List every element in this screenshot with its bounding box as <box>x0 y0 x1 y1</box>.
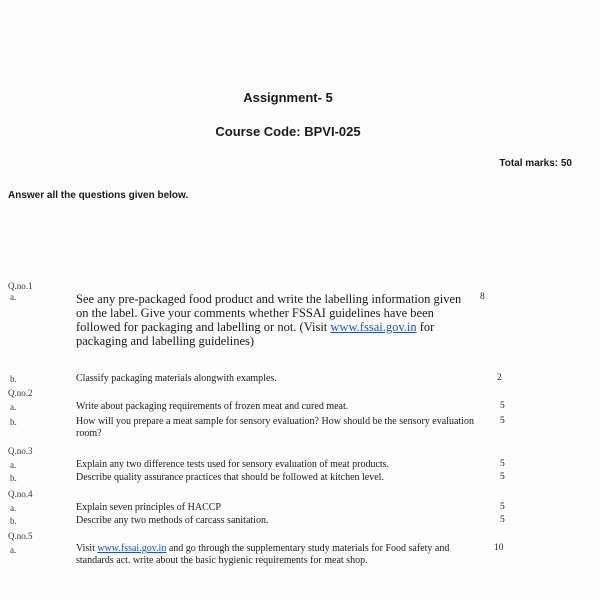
text-before: Visit <box>76 543 98 554</box>
question-text: Explain seven principles of HACCP <box>76 502 221 513</box>
question-text: Explain any two difference tests used for sensory evaluation of meat products. <box>76 459 390 470</box>
course-code: Course Code: BPVI-025 <box>215 124 361 139</box>
marks: 5 <box>500 416 505 426</box>
fssai-link[interactable]: www.fssai.gov.in <box>330 320 417 334</box>
instructions: Answer all the questions given below. <box>8 190 189 201</box>
question-text: Describe any two methods of carcass sanitation. <box>76 515 269 526</box>
marks: 2 <box>497 373 502 383</box>
question-text: Describe quality assurance practices that should be followed at kitchen level. <box>76 472 384 483</box>
part-label: a. <box>10 292 17 302</box>
part-label: a. <box>10 503 17 513</box>
question-number: Q.no.4 <box>8 489 33 499</box>
marks: 5 <box>500 515 505 525</box>
marks: 5 <box>500 459 505 469</box>
question-number: Q.no.2 <box>8 388 33 398</box>
marks: 5 <box>500 472 505 482</box>
marks: 5 <box>500 502 505 512</box>
fssai-link[interactable]: www.fssai.gov.in <box>97 543 167 554</box>
question-number: Q.no.5 <box>8 531 33 541</box>
text-after: and go through the supplementary study materials for Food safety and standards act. write about the basic hygienic requirements for meat shop. <box>76 543 450 566</box>
assignment-title: Assignment- 5 <box>243 90 333 105</box>
part-label: a. <box>10 545 17 555</box>
part-label: b. <box>10 516 17 526</box>
part-label: b. <box>10 417 17 427</box>
text-before: See any pre-packaged food product and write the labelling information given on the label. Give your comments whether FSSAI guidelines have been followed for packaging and labelling or not. (Visit <box>76 292 462 334</box>
question-text: Classify packaging materials alongwith examples. <box>76 373 277 384</box>
marks: 10 <box>494 543 504 553</box>
marks: 8 <box>480 292 485 302</box>
question-number: Q.no.1 <box>8 281 33 291</box>
question-text: Write about packaging requirements of frozen meat and cured meat. <box>76 401 349 412</box>
question-text: How will you prepare a meat sample for sensory evaluation? How should be the sensory evaluation room? <box>76 416 474 439</box>
part-label: b. <box>10 473 17 483</box>
question-text <box>76 543 451 567</box>
text-after: for packaging and labelling guidelines) <box>76 320 435 348</box>
question-text <box>76 292 466 348</box>
total-marks: Total marks: 50 <box>499 158 572 169</box>
part-label: a. <box>10 402 17 412</box>
question-number: Q.no.3 <box>8 446 33 456</box>
part-label: a. <box>10 460 17 470</box>
part-label: b. <box>10 374 17 384</box>
marks: 5 <box>500 401 505 411</box>
